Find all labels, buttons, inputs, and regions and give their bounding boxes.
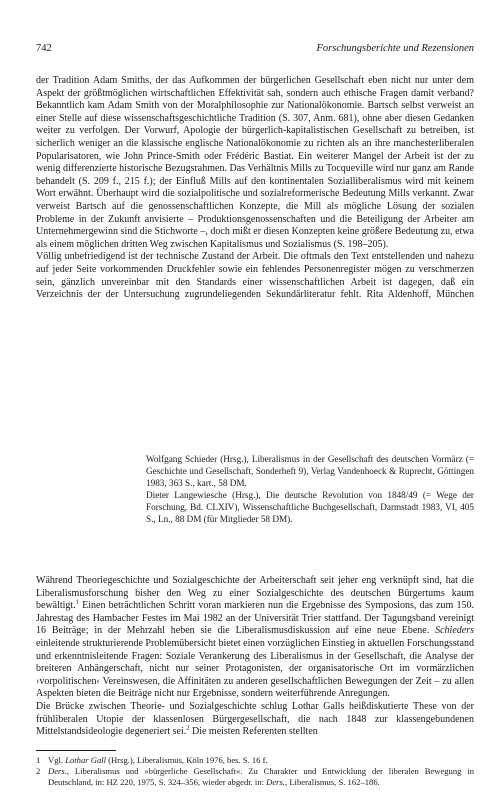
footnote-text: , Liberalismus, S. 162–186. [285, 776, 380, 787]
review-body [36, 575, 474, 739]
review-paragraph: der Tradition Adam Smiths, der das Aufkommen der bürgerlichen Gesellschaft eben nicht nur unter dem Aspekt der größtmöglichen wirtschaftlichen Effektivität sah, sondern auch ethische Fragen damit verband? Bekanntlich kam Adam Smith von der Moralphilosophie zur Nationalökonomie. Bartsch selbst verweist an einer Stelle auf diese wissenschaftsgeschichtliche Tradition (S. 307, Anm. 681), ohne aber diesen Gedanken weiter zu verfolgen. Der Vorwurf, Apologie der bürgerlich-kapitalistischen Gesellschaft zu betreiben, ist sicherlich weniger an die klassische englische Nationalökonomie zu richten als an ihre manchesterliberalen Popularisatoren, wie John Prince-Smith oder Frédéric Bastiat. Ein weiterer Mangel der Arbeit ist der zu wenig differenzierte historische Bezugsrahmen. Das Verhältnis Mills zu Tocqueville wird nur ganz am Rande behandelt (S. 209 f., 215 f.); der Einfluß Mills auf den kontinentalen Sozialliberalismus wird mit keinem Wort erwähnt. Überhaupt wird die sozialpolitische und sozialreformerische Bedeutung Mills verkannt. Zwar verweist Bartsch auf die genossenschaftlichen Konzepte, die Mill als mögliche Lösung der sozialen Probleme in der Zukunft anvisierte – Produktionsgenossenschaften und die Beteiligung der Arbeiter am Unternehmergewinn sind die Stichworte –, doch mißt er diesen Konzepten keine größere Bedeutung zu, etwa als einem möglichen dritten Weg zwischen Kapitalismus und Sozialismus (S. 198–205). [36, 75, 474, 250]
footnotes [36, 755, 474, 787]
page-number: 742 [36, 43, 52, 54]
running-title: Forschungsberichte und Rezensionen [316, 43, 474, 54]
body-paragraph [36, 701, 474, 739]
footnote [36, 755, 474, 766]
footnote-text: Vgl. [48, 755, 66, 765]
footnote [36, 766, 474, 788]
review-closing-line [36, 251, 474, 301]
footnote-text: , Liberalismus und »bürgerliche Gesellschaft«. Zu Charakter und Entwicklung der liberalen Bewegung in Deutschland, in: HZ 220, 1975, S. 324–356, wieder abgedr. in: [48, 765, 474, 787]
bibliography-entry: Wolfgang Schieder (Hrsg.), Liberalismus in der Gesellschaft des deutschen Vormärz (= Geschichte und Gesellschaft, Sonderheft 9), Verlag Vandenhoeck & Ruprecht, Göttingen 1983, 363 S., kart., 58 DM. [146, 454, 474, 489]
footnote-text-italic: Lothar Gall [65, 755, 107, 765]
bibliography-block [146, 453, 474, 526]
running-head [36, 42, 474, 56]
body-text-italic: Schieders [435, 625, 474, 637]
footnote-divider [36, 750, 116, 751]
body-paragraph [36, 575, 474, 701]
footnote-ref: 2 [186, 724, 190, 732]
bibliography-entry: Dieter Langewiesche (Hrsg.), Die deutsche Revolution von 1848/49 (= Wege der Forschung, Bd. CLXIV), Wissenschaftliche Buchgesellschaft, Darmstadt 1983, VI, 405 S., Ln., 88 DM (für Mitglieder 58 DM). [146, 490, 474, 525]
footnote-number: 1 [36, 755, 41, 765]
footnote-number: 2 [36, 765, 41, 776]
body-text: einleitende strukturierende Problemübersicht bietet einen vorzüglichen Einstieg in aktuellen Forschungsstand und erkenntnisleitende Fragen: Soziale Verankerung des Liberalismus in der Gesellschaft, die Analyse der breiteren Anhängerschaft, nicht nur seiner Protagonisten, der organisatorische Ort im vormärzlichen ›vorpolitischen‹ Vereinswesen, die Affinitäten zu anderen gesellschaftlichen Bewegungen der Zeit – zu allen Aspekten bieten die Beiträge nicht nur Ergebnisse, sondern weiterführende Anregungen. [36, 637, 474, 700]
footnote-text: (Hrsg.), Liberalismus, Köln 1976, bes. S. 16 f. [106, 755, 268, 765]
previous-review-ending [36, 75, 474, 302]
footnote-text-italic: Ders. [266, 776, 286, 787]
review-paragraph-final: Völlig unbefriedigend ist der technische Zustand der Arbeit. Die oftmals den Text entstellenden und nahezu auf jeder Seite vorkommenden Druckfehler sowie ein fehlendes Personenregister mögen zu verschmerzen sein, gänzlich unvereinbar mit den Standards einer wissenschaftlichen Arbeit ist dagegen, daß ein Verzeichnis der der Untersuchung zugrundeliegenden Sekundärliteratur fehlt. [36, 251, 474, 301]
body-text: Einen beträchtlichen Schritt voran markieren nun die Ergebnisse des Symposions, das zum 150. Jahrestag des Hambacher Festes im Mai 1982 an der Universität Trier stattfand. Der Tagungsband vereinigt 16 Beiträge; in der Mehrzahl heben sie die Liberalismusdiskussion auf eine neue Ebene. [36, 600, 474, 637]
footnote-text-italic: Ders. [48, 765, 67, 776]
body-text: Die meisten Referenten stellten [189, 726, 318, 738]
body-text: Während Theoriegeschichte und Sozialgeschichte der Arbeiterschaft seit jeher eng verknüpft sind, hat die Liberalismusforschung bisher den Weg zu einer Sozialgeschichte des deutschen Bürgertums kaum bewältigt. [36, 575, 474, 612]
reviewer-signature: Rita Aldenhoff, München [366, 289, 474, 301]
footnote-ref: 1 [75, 598, 79, 606]
body-text: Die Brücke zwischen Theorie- und Sozialgeschichte schlug Lothar Galls heißdiskutierte These von der frühliberalen Utopie der klassenlosen Bürgergesellschaft, die nach 1848 zur klassengebundenen Mittelstandsideologie degeneriert sei. [36, 700, 474, 738]
